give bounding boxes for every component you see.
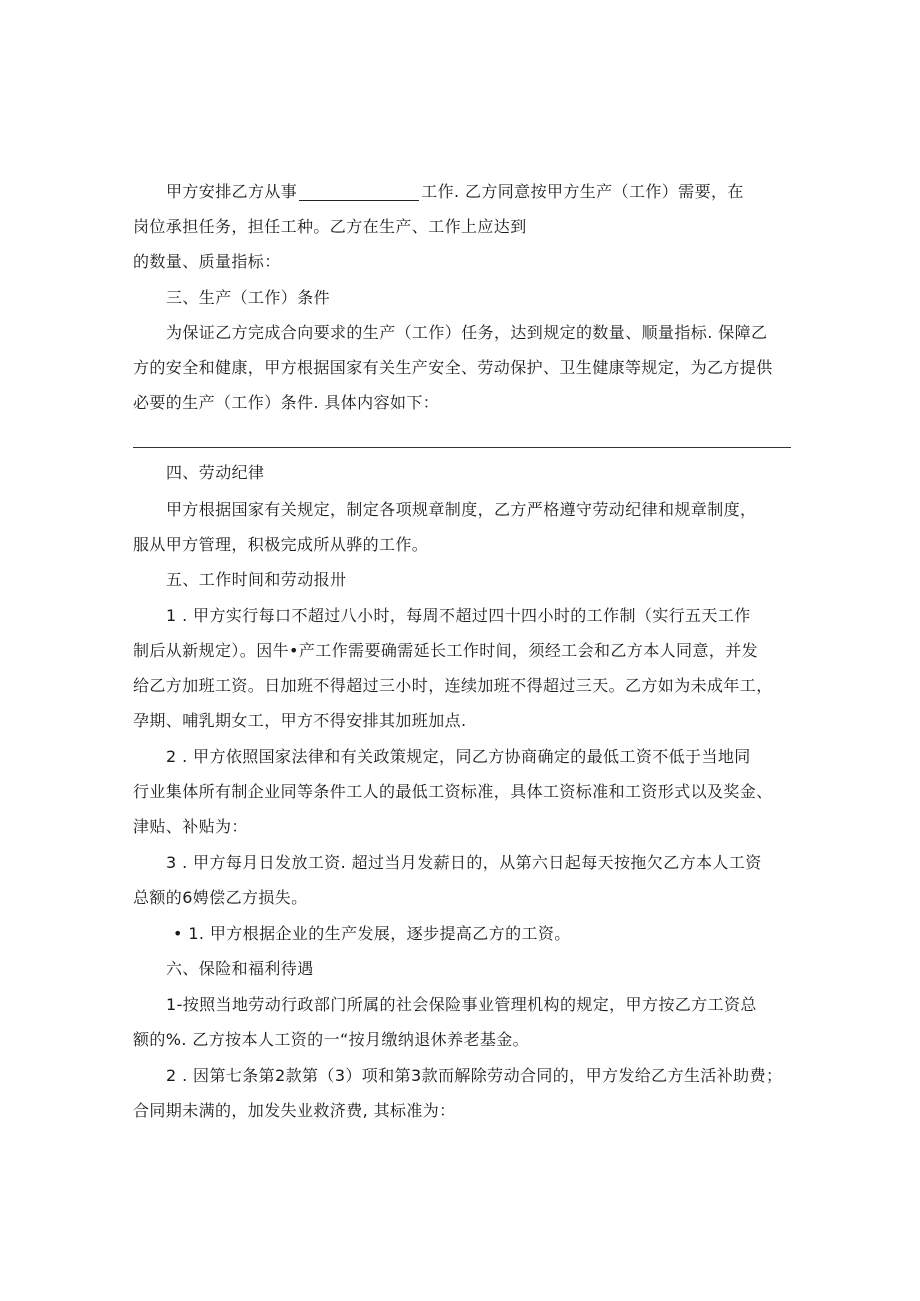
paragraph-discipline-line2: 服从甲方管理，积极完成所从骅的工作。: [133, 535, 429, 554]
paragraph-hours-line2: 制后从新规定）。因牛•产工作需要确需延长工作时间，须经工会和乙方本人同意，并发: [133, 641, 759, 660]
paragraph-hours-line1: 1 . 甲方实行每口不超过八小时，每周不超过四十四小时的工作制（实行五天工作: [166, 606, 751, 625]
paragraph-assignment-line1: [133, 174, 793, 210]
paragraph-assignment-line3: 的数量、质量指标：: [133, 252, 281, 271]
section-heading-5: 五、工作时间和劳动报卅: [166, 570, 347, 589]
paragraph-wage-line2: 行业集体所有制企业同等条件工人的最低工资标准，具体工资标准和工资形式以及奖金、: [133, 782, 773, 801]
paragraph-payday-line1: 3 . 甲方每月日发放工资. 超过当月发薪日的，从第六日起每天按拖欠乙方本人工资: [166, 853, 762, 872]
text-segment: 工作. 乙方同意按甲方生产（工作）需要，在: [421, 182, 744, 201]
paragraph-insurance-line1: 1-按照当地劳动行政部门所属的社会保险事业管理机构的规定，甲方按乙方工资总: [166, 995, 757, 1014]
horizontal-rule: [133, 447, 791, 448]
section-heading-6: 六、保险和福利待遇: [166, 959, 314, 978]
text-segment: 甲方安排乙方从事: [166, 182, 298, 201]
paragraph-conditions-line3: 必要的生产（工作）条件. 具体内容如下：: [133, 393, 440, 412]
paragraph-subsidy-line2: 合同期未满的，加发失业救济费, 其标准为：: [133, 1101, 456, 1120]
paragraph-hours-line3: 给乙方加班工资。日加班不得超过三小时，连续加班不得超过三天。乙方如为未成年工，: [133, 676, 773, 695]
paragraph-conditions-line2: 方的安全和健康，甲方根据国家有关生产安全、劳动保护、卫生健康等规定，为乙方提供: [133, 358, 773, 377]
paragraph-subsidy-line1: 2 . 因第七条第2款第（3）项和第3款而解除劳动合同的，甲方发给乙方生活补助费；: [166, 1066, 783, 1085]
section-heading-4: 四、劳动纪律: [166, 463, 265, 482]
paragraph-discipline-line1: 甲方根据国家有关规定，制定各项规章制度，乙方严格遵守劳动纪律和规章制度，: [166, 500, 757, 519]
paragraph-wage-increase: • 1. 甲方根据企业的生产发展，逐步提高乙方的工资。: [173, 924, 571, 943]
paragraph-wage-line1: 2 . 甲方依照国家法律和有关政策规定，同乙方协商确定的最低工资不低于当地同: [166, 747, 751, 766]
paragraph-payday-line2: 总额的6娉偿乙方损失。: [133, 888, 308, 907]
paragraph-insurance-line2: 额的%. 乙方按本人工资的一“按月缴纳退休养老基金。: [133, 1030, 530, 1049]
paragraph-hours-line4: 孕期、哺乳期女工，甲方不得安排其加班加点.: [133, 711, 467, 730]
fill-in-blank: [299, 182, 419, 201]
paragraph-wage-line3: 津贴、补贴为：: [133, 817, 248, 836]
paragraph-assignment-line2: 岗位承担任务，担任工种。乙方在生产、工作上应达到: [133, 217, 527, 236]
section-heading-3: 三、生产（工作）条件: [166, 288, 331, 307]
paragraph-conditions-line1: 为保证乙方完成合向要求的生产（工作）任务，达到规定的数量、顺量指标. 保障乙: [166, 323, 768, 342]
